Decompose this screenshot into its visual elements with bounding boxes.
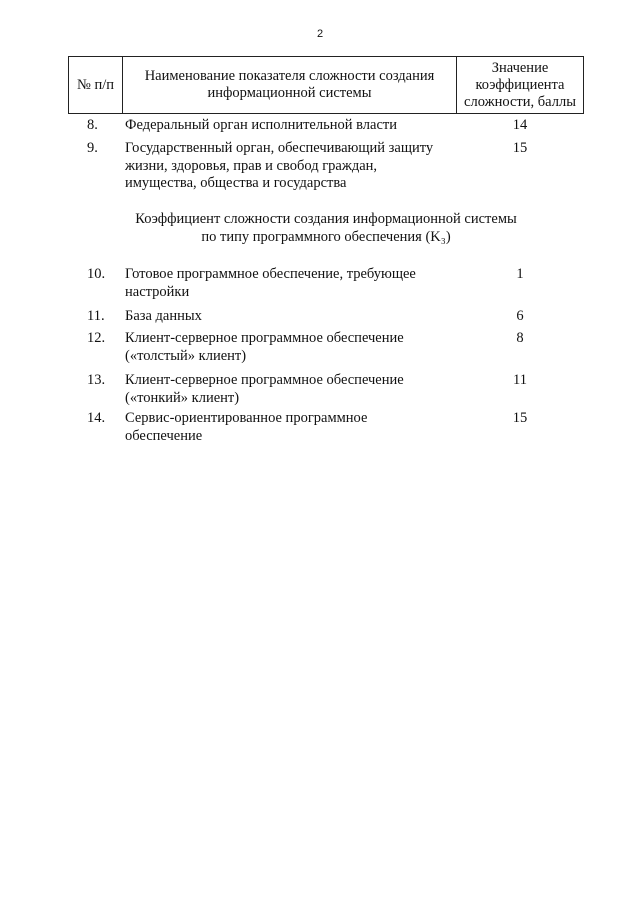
header-value-column: Значение коэффициента сложности, баллы (464, 59, 576, 110)
row-coefficient-value: 1 (516, 266, 524, 282)
section-heading-line-1: Коэффициент сложности создания информационной системы (135, 211, 517, 227)
row-indicator-name: Федеральный орган исполнительной власти (125, 117, 397, 133)
row-coefficient-value: 8 (516, 330, 524, 346)
row-number: 13. (87, 372, 106, 388)
row-indicator-name: Клиент-серверное программное обеспечение («толстый» клиент) (125, 330, 404, 364)
row-number: 11. (87, 308, 105, 324)
table-header (68, 56, 584, 114)
page-number: 2 (316, 28, 324, 40)
row-coefficient-value: 15 (512, 140, 528, 156)
header-name-column: Наименование показателя сложности создания информационной системы (123, 57, 457, 113)
row-indicator-name: Сервис-ориентированное программное обеспечение (125, 410, 368, 444)
row-coefficient-value: 15 (512, 410, 528, 426)
header-number-column: № п/п (69, 57, 123, 113)
row-coefficient-value: 14 (512, 117, 528, 133)
row-coefficient-value: 6 (516, 308, 524, 324)
row-indicator-name: База данных (125, 308, 202, 324)
row-coefficient-value: 11 (513, 372, 527, 388)
section-heading-line-2: по типу программного обеспечения (K₃) (201, 229, 451, 245)
row-number: 8. (87, 117, 98, 133)
row-indicator-name: Клиент-серверное программное обеспечение («тонкий» клиент) (125, 372, 404, 406)
row-number: 14. (87, 410, 106, 426)
row-number: 12. (87, 330, 106, 346)
row-indicator-name: Готовое программное обеспечение, требующее настройки (125, 266, 416, 300)
row-number: 9. (87, 140, 98, 156)
section-heading (68, 210, 584, 246)
row-number: 10. (87, 266, 106, 282)
row-indicator-name: Государственный орган, обеспечивающий защиту жизни, здоровья, прав и свобод граждан, имущества, общества и государства (125, 140, 434, 191)
